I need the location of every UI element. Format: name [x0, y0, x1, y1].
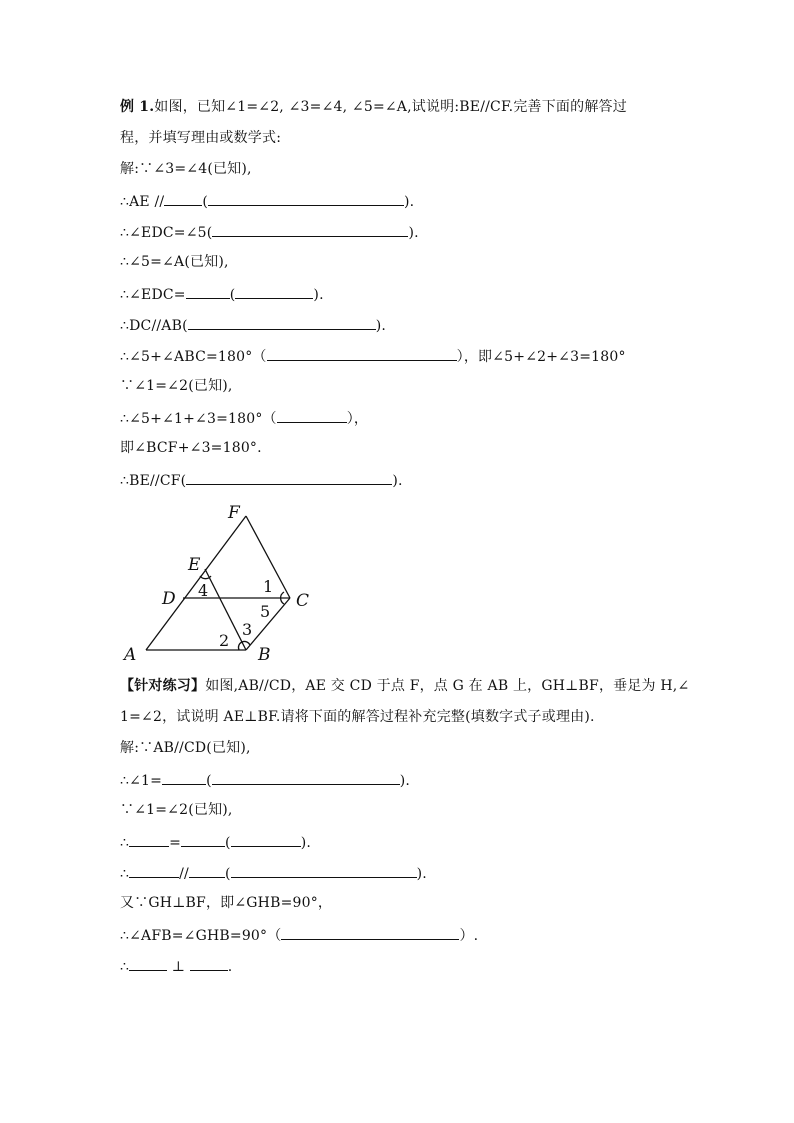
- practice-prompt-line2: [120, 708, 595, 726]
- blank-angle-edc[interactable]: [186, 284, 230, 299]
- step-text: //: [179, 866, 189, 882]
- step-text: .: [227, 959, 233, 975]
- blank-reason-1[interactable]: [208, 191, 404, 206]
- step-text: =: [169, 835, 182, 851]
- practice-step4: [120, 863, 427, 883]
- step-text: ∴: [120, 866, 130, 882]
- example1-step1: [120, 191, 414, 211]
- step-text: ).: [300, 835, 312, 851]
- step-text: ∵∠1=∠2(已知),: [120, 802, 233, 818]
- step-text: 即∠BCF+∠3=180°.: [120, 440, 262, 456]
- step-text: 又∵GH⊥BF，即∠GHB=90°，: [120, 895, 333, 911]
- step-text: ∴BE//CF(: [120, 473, 187, 489]
- example1-solution-start: [120, 160, 252, 178]
- angle-label-2: 2: [219, 631, 230, 650]
- label-b: B: [258, 645, 271, 665]
- step-text: ).: [416, 866, 427, 882]
- step-text: (: [202, 194, 208, 210]
- example1-step3: [120, 253, 229, 271]
- practice-prompt-b: 1=∠2，试说明 AE⊥BF.请将下面的解答过程补充完整(填数字式子或理由).: [120, 709, 595, 725]
- practice-heading: 【针对练习】: [120, 678, 206, 694]
- example1-step8: [120, 408, 368, 428]
- blank-reason-4[interactable]: [235, 284, 313, 299]
- label-e: E: [188, 555, 201, 575]
- step-text: (: [224, 866, 231, 882]
- practice-prompt-a: 如图,AB//CD，AE 交 CD 于点 F，点 G 在 AB 上，GH⊥BF，垂足为 H,∠: [205, 678, 690, 694]
- label-a: A: [124, 645, 137, 665]
- blank-practice-reason-6[interactable]: [281, 925, 459, 940]
- angle-label-4: 4: [198, 581, 209, 600]
- step-text: (: [206, 773, 212, 789]
- step-text: ∴: [120, 959, 130, 975]
- example1-step9: [120, 439, 262, 457]
- blank-reason-2[interactable]: [212, 222, 408, 237]
- example1-step2: [120, 222, 419, 242]
- blank-practice-reason-1[interactable]: [212, 770, 400, 785]
- step-text: ∵∠1=∠2(已知),: [120, 378, 233, 394]
- practice-step7: [120, 956, 232, 976]
- example1-label: 例 1.: [120, 99, 155, 115]
- blank-practice-reason-4[interactable]: [231, 863, 417, 878]
- solution-start-text: 解:∵∠3=∠4(已知),: [120, 161, 252, 177]
- step-text: ），即∠5+∠2+∠3=180°: [456, 349, 626, 365]
- label-c: C: [296, 591, 310, 611]
- example1-prompt-b: 程，并填写理由或数学式:: [120, 130, 282, 146]
- step-text: ∴∠EDC=∠5(: [120, 225, 213, 241]
- geometry-figure: [118, 498, 328, 668]
- step-text: ），: [346, 411, 369, 427]
- step-text: ∴: [120, 835, 130, 851]
- step-text: (: [225, 835, 231, 851]
- label-f: F: [228, 503, 240, 523]
- segment-af: [146, 516, 246, 650]
- step-text: ∴∠1=: [120, 773, 163, 789]
- blank-ae-parallel[interactable]: [164, 191, 202, 206]
- example1-step10: [120, 470, 403, 490]
- example1-step4: [120, 284, 324, 304]
- blank-practice-reason-3[interactable]: [231, 832, 301, 847]
- example1-step6: [120, 346, 626, 366]
- step-text: ).: [313, 287, 324, 303]
- example1-step7: [120, 377, 233, 395]
- step-text: ).: [404, 194, 415, 210]
- blank-reason-5[interactable]: [188, 315, 376, 330]
- step-text: ).: [375, 318, 387, 334]
- example1-step5: [120, 315, 386, 335]
- step-text: (: [229, 287, 236, 303]
- practice-solution-start: [120, 739, 251, 757]
- angle-label-3: 3: [242, 620, 253, 639]
- example1-prompt-line2: [120, 129, 281, 147]
- step-text: ∴∠5+∠1+∠3=180°（: [120, 411, 277, 427]
- angle-label-1: 1: [263, 577, 274, 596]
- solution-start-text: 解:∵AB//CD(已知),: [120, 740, 251, 756]
- step-text: ⊥: [171, 959, 186, 975]
- step-text: ∴AE //: [120, 194, 165, 210]
- blank-perp-right[interactable]: [190, 956, 228, 971]
- blank-reason-6[interactable]: [267, 346, 457, 361]
- step-text: ∴∠AFB=∠GHB=90°（: [120, 928, 282, 944]
- step-text: ).: [392, 473, 403, 489]
- example1-prompt-a: 如图，已知∠1=∠2, ∠3=∠4, ∠5=∠A,试说明:BE//CF.完善下面的解答过: [154, 99, 627, 115]
- step-text: ).: [399, 773, 411, 789]
- step-text: ∴DC//AB(: [120, 318, 188, 334]
- blank-eq-right[interactable]: [181, 832, 225, 847]
- blank-parallel-left[interactable]: [129, 863, 179, 878]
- label-d: D: [162, 589, 176, 609]
- blank-perp-left[interactable]: [129, 956, 167, 971]
- step-text: ∴∠5=∠A(已知),: [120, 254, 229, 270]
- step-text: ∴∠EDC=: [120, 287, 186, 303]
- step-text: ）.: [459, 928, 479, 944]
- blank-reason-10[interactable]: [186, 470, 392, 485]
- blank-angle-1[interactable]: [162, 770, 206, 785]
- blank-eq-left[interactable]: [129, 832, 169, 847]
- step-text: ).: [408, 225, 419, 241]
- practice-step1: [120, 770, 410, 790]
- practice-step6: [120, 925, 478, 945]
- practice-step2: [120, 801, 233, 819]
- practice-prompt-line1: [120, 677, 689, 695]
- blank-parallel-right[interactable]: [189, 863, 225, 878]
- practice-step3: [120, 832, 311, 852]
- practice-step5: [120, 894, 332, 912]
- example1-prompt-line1: [120, 98, 627, 116]
- blank-reason-8[interactable]: [277, 408, 347, 423]
- step-text: ∴∠5+∠ABC=180°（: [120, 349, 267, 365]
- angle-label-5: 5: [260, 602, 271, 621]
